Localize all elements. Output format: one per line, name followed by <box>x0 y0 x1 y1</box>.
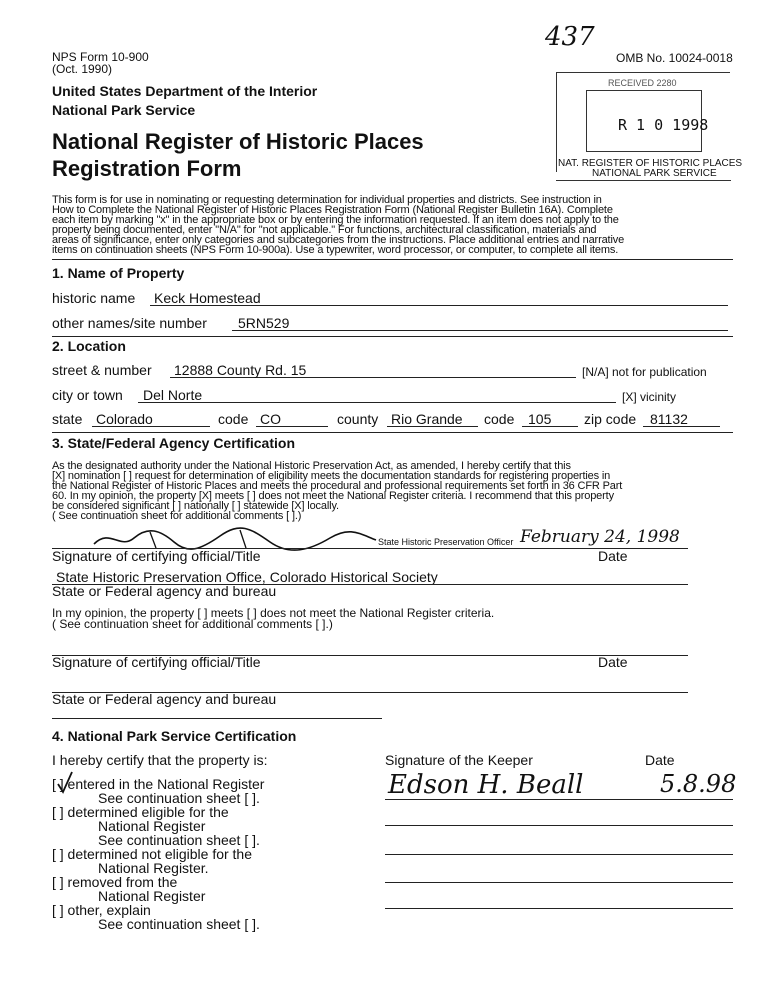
agency-label: State or Federal agency and bureau <box>52 583 277 599</box>
historic-name-field[interactable]: Keck Homestead <box>154 290 261 306</box>
agency-label-2: State or Federal agency and bureau <box>52 691 277 707</box>
opinion-line-2: ( See continuation sheet for additional comments [ ].) <box>52 617 333 631</box>
continuation-sheet-2[interactable]: See continuation sheet [ ]. <box>98 832 260 848</box>
form-number: NPS Form 10-900 <box>52 50 149 64</box>
instructions-line: This form is for use in nominating or requesting determination for individual properties and districts. See instruction in <box>52 194 602 206</box>
certification-line: As the designated authority under the National Historic Preservation Act, as amended, I hereby certify that this <box>52 460 571 472</box>
instructions-line: each item by marking "x" in the appropriate box or by entering the information requested. If an item does not apply to the <box>52 214 619 226</box>
instructions <box>52 195 732 255</box>
city-label: city or town <box>52 387 123 403</box>
page-subtitle: Registration Form <box>52 156 242 181</box>
county-code-field[interactable]: 105 <box>528 411 552 427</box>
zip-field[interactable]: 81132 <box>650 411 688 427</box>
divider <box>52 432 733 433</box>
form-date: (Oct. 1990) <box>52 62 113 76</box>
received-stamp <box>556 72 743 184</box>
street-field[interactable]: 12888 County Rd. 15 <box>174 362 307 378</box>
handwritten-number: 437 <box>545 22 595 52</box>
keeper-line-4 <box>385 882 733 883</box>
not-eligible-register: National Register. <box>98 860 209 876</box>
keeper-date-label: Date <box>645 752 675 768</box>
state-field[interactable]: Colorado <box>96 411 153 427</box>
signature-date: February 24, 1998 <box>520 527 680 547</box>
divider <box>52 336 733 337</box>
keeper-line-5 <box>385 908 733 909</box>
instructions-line: property being documented, enter "N/A" for "not applicable." For functions, architectural classification, materials and <box>52 224 597 236</box>
certification-line: be considered significant [ ] nationally [ ] statewide [X] locally. <box>52 500 339 512</box>
keeper-line-2 <box>385 825 733 826</box>
certification-paragraph <box>52 461 732 521</box>
city-field[interactable]: Del Norte <box>143 387 203 403</box>
county-code-label: code <box>484 411 515 427</box>
stamp-date: R 1 0 1998 <box>618 116 709 134</box>
certification-line: 60. In my opinion, the property [X] meets [ ] does not meet the National Register criteria. I recommend that this property <box>52 490 614 502</box>
eligible-checkbox[interactable]: [ ] determined eligible for the <box>52 804 229 820</box>
section-4-heading: 4. National Park Service Certification <box>52 728 297 744</box>
agency-field[interactable]: State Historic Preservation Office, Colorado Historical Society <box>56 569 438 585</box>
keeper-signature: Edson H. Beall <box>388 770 584 800</box>
keeper-line <box>385 799 733 800</box>
department: United States Department of the Interior <box>52 83 318 99</box>
street-label: street & number <box>52 362 152 378</box>
entered-checkbox[interactable]: [ ] entered in the National Register <box>52 776 265 792</box>
other-names-label: other names/site number <box>52 315 207 331</box>
service: National Park Service <box>52 102 196 118</box>
section-2-heading: 2. Location <box>52 338 126 354</box>
stamp-received: RECEIVED 2280 <box>608 78 677 88</box>
certify-statement: I hereby certify that the property is: <box>52 752 268 768</box>
stamp-line1: NAT. REGISTER OF HISTORIC PLACES <box>558 158 743 169</box>
zip-label: zip code <box>584 411 637 427</box>
certification-line: the National Register of Historic Places and meets the procedural and professional requirements set forth in 36 CFR Part <box>52 480 623 492</box>
page-title: National Register of Historic Places <box>52 129 424 154</box>
keeper-date: 5.8.98 <box>660 770 737 798</box>
date-label-2: Date <box>598 654 628 670</box>
county-field[interactable]: Rio Grande <box>391 411 463 427</box>
date-label: Date <box>598 548 628 564</box>
signature-label-2: Signature of certifying official/Title <box>52 654 261 670</box>
other-names-line <box>232 330 728 331</box>
not-eligible-checkbox[interactable]: [ ] determined not eligible for the <box>52 846 253 862</box>
eligible-register: National Register <box>98 818 206 834</box>
instructions-line: items on continuation sheets (NPS Form 10-900a). Use a typewriter, word processor, or computer, to complete all items. <box>52 244 619 256</box>
county-label: county <box>337 411 379 427</box>
signature-label: Signature of certifying official/Title <box>52 548 261 564</box>
continuation-sheet-1[interactable]: See continuation sheet [ ]. <box>98 790 260 806</box>
officer-title: State Historic Preservation Officer <box>378 537 514 547</box>
certification-line: [X] nomination [ ] request for determination of eligibility meets the documentation standards for registering properties in <box>52 470 611 482</box>
other-names-field[interactable]: 5RN529 <box>238 315 290 331</box>
divider <box>52 259 733 260</box>
instructions-line: areas of significance, enter only categories and subcategories from the instructions. Place additional entries and narrative <box>52 234 625 246</box>
removed-register: National Register <box>98 888 206 904</box>
omb-number: OMB No. 10024-0018 <box>616 51 733 65</box>
section-3-heading: 3. State/Federal Agency Certification <box>52 435 295 451</box>
stamp-line2: NATIONAL PARK SERVICE <box>592 168 717 179</box>
divider <box>52 718 382 719</box>
continuation-sheet-3[interactable]: See continuation sheet [ ]. <box>98 916 260 932</box>
instructions-line: How to Complete the National Register of Historic Places Registration Form (National Register Bulletin 16A). Complete <box>52 204 613 216</box>
city-line <box>138 402 616 403</box>
keeper-label: Signature of the Keeper <box>385 752 533 768</box>
vicinity-checkbox[interactable]: [X] vicinity <box>622 390 677 404</box>
removed-checkbox[interactable]: [ ] removed from the <box>52 874 178 890</box>
check-mark-icon <box>56 770 74 796</box>
opinion-line-1: In my opinion, the property [ ] meets [ ] does not meet the National Register criteria. <box>52 606 495 620</box>
not-for-publication[interactable]: [N/A] not for publication <box>582 365 707 379</box>
historic-name-label: historic name <box>52 290 136 306</box>
code-label: code <box>218 411 249 427</box>
state-label: state <box>52 411 83 427</box>
section-1-heading: 1. Name of Property <box>52 265 185 281</box>
keeper-line-3 <box>385 854 733 855</box>
other-checkbox[interactable]: [ ] other, explain <box>52 902 151 918</box>
code-field[interactable]: CO <box>260 411 281 427</box>
certification-line: ( See continuation sheet for additional comments [ ].) <box>52 510 302 522</box>
